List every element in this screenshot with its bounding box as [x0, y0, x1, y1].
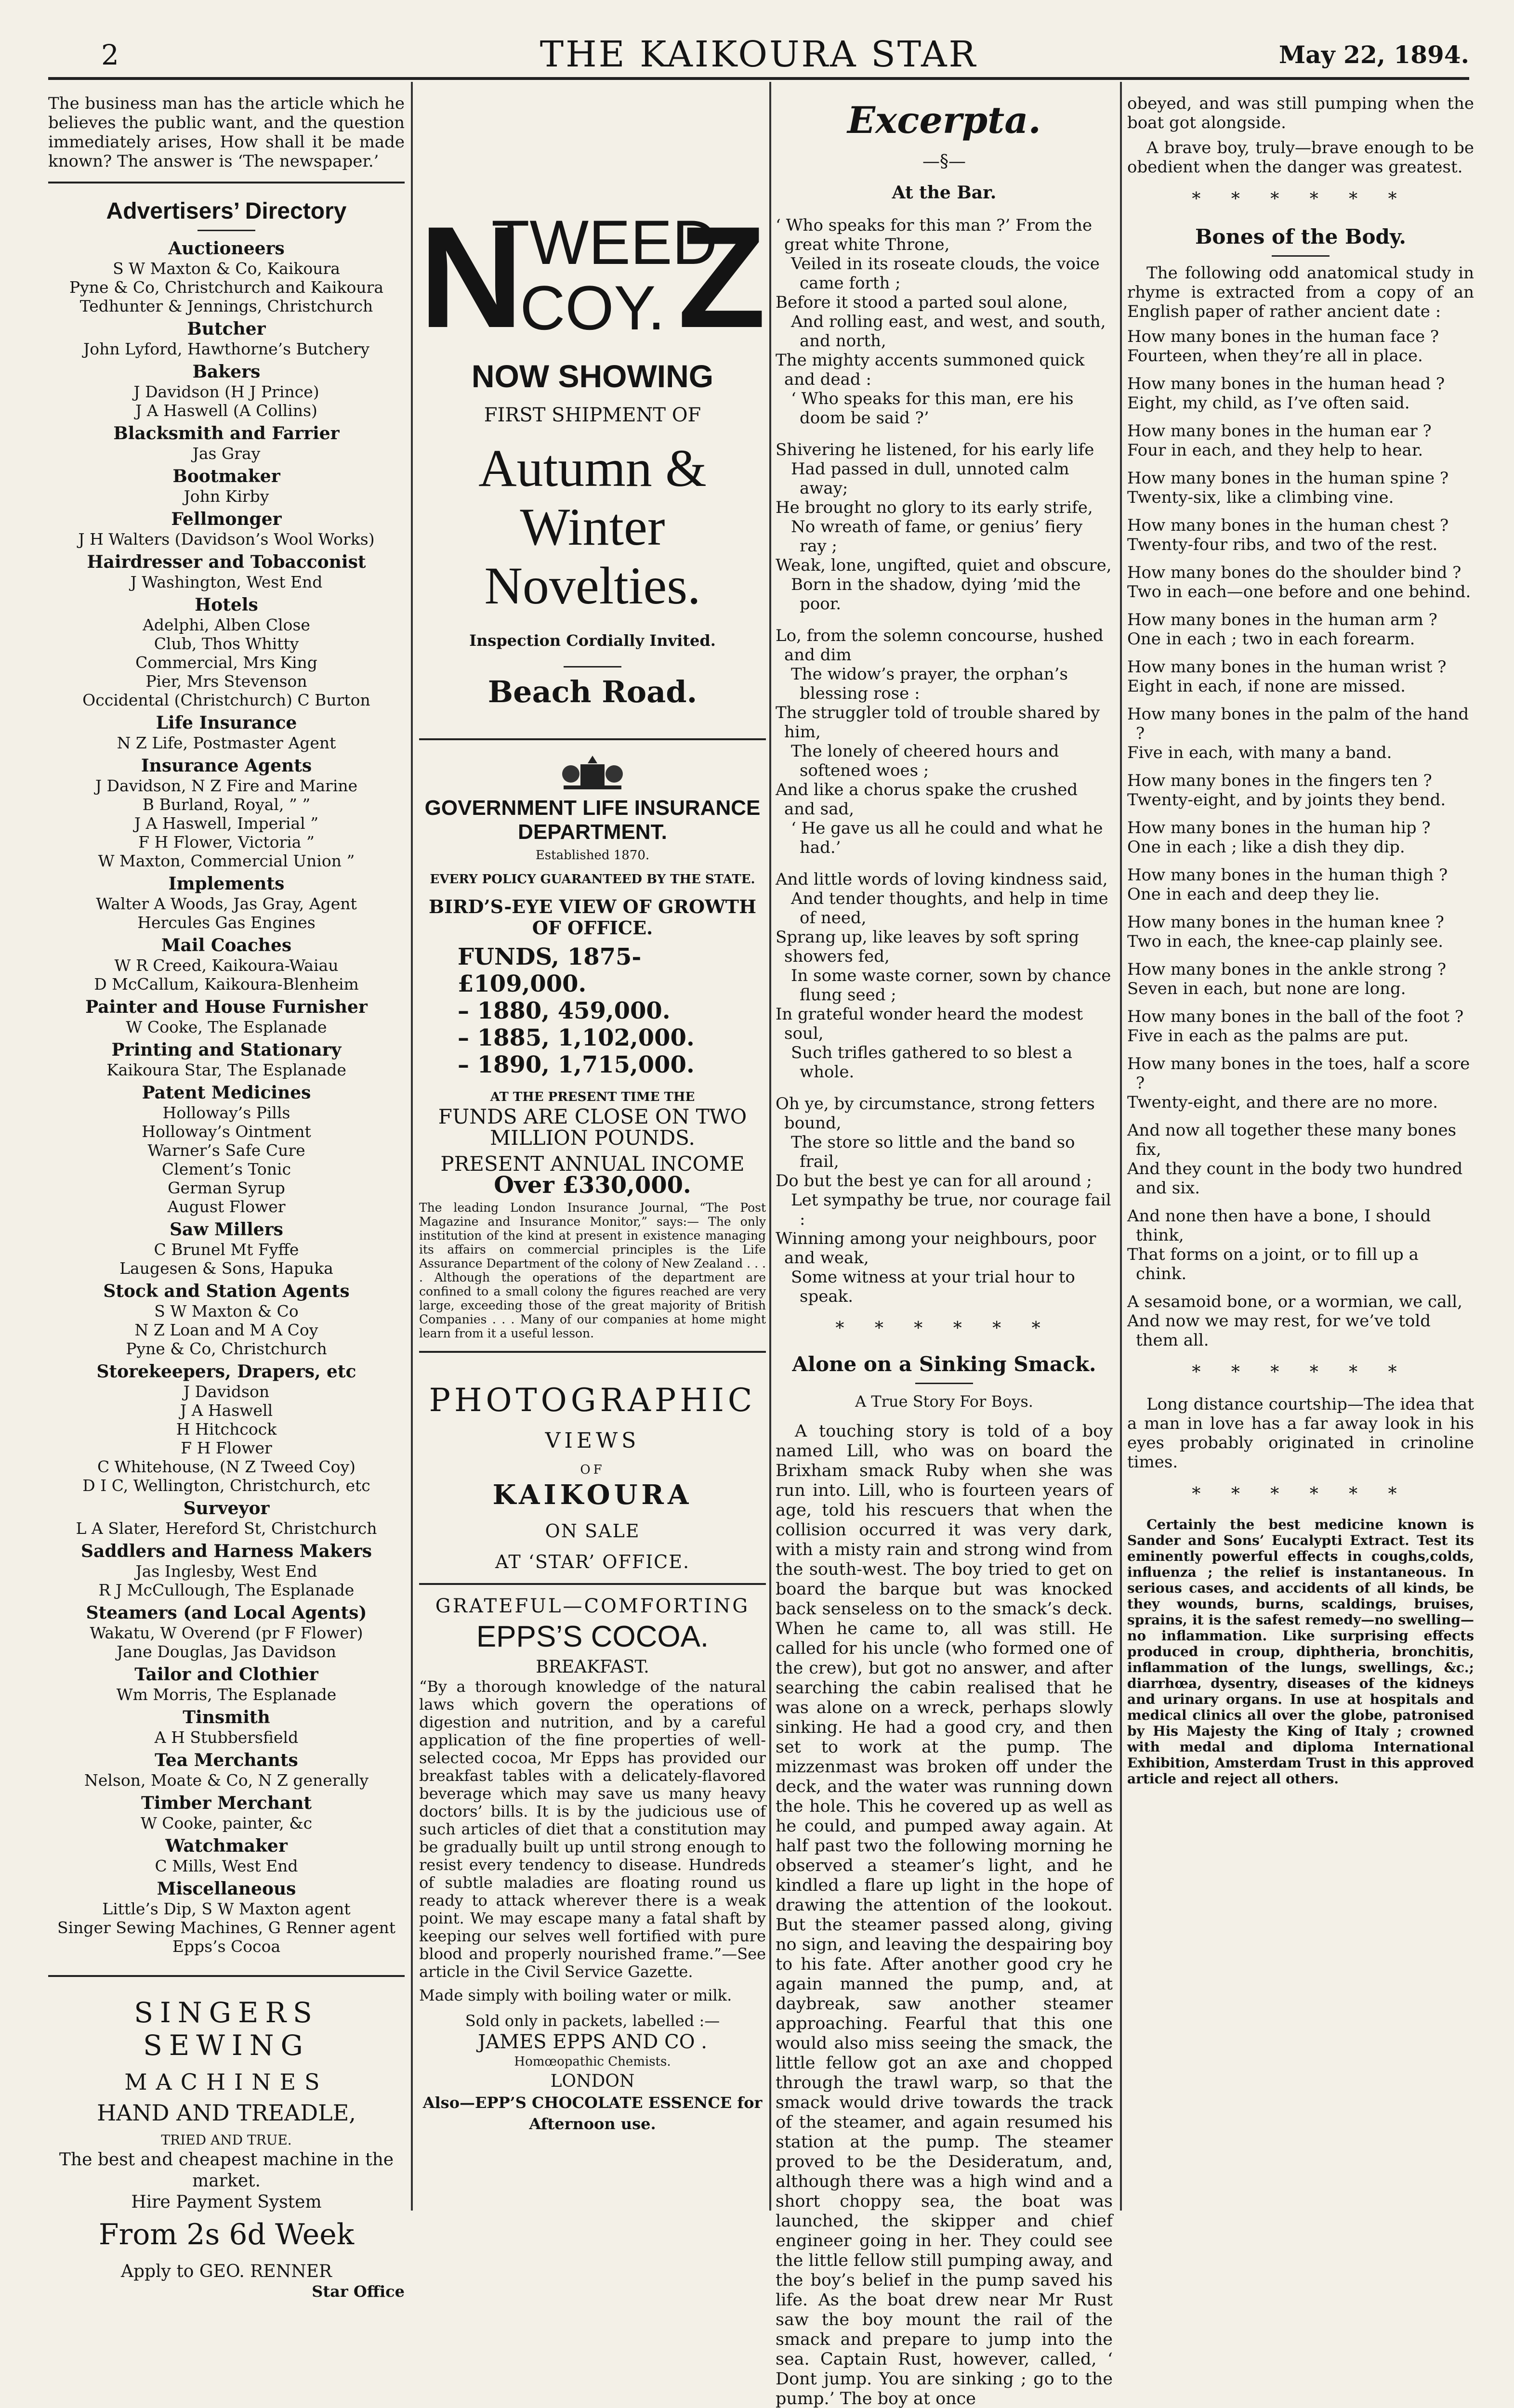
bones-intro: The following odd anatomical study in rhyme is extracted from a copy of an English paper of rather ancient date : — [1127, 263, 1474, 321]
poem-line: ‘ Who speaks for this man, ere his doom be said ?’ — [791, 389, 1074, 428]
divider — [419, 738, 766, 740]
directory-entry: N Z Loan and M A Coy — [134, 1321, 318, 1339]
directory-entry: Pyne & Co, Christchurch and Kaikoura — [69, 278, 384, 297]
story-subtitle: A True Story For Boys. — [855, 1392, 1033, 1411]
poem-line: The store so little and the band so frail, — [791, 1133, 1075, 1171]
directory-entry: Kaikoura Star, The Esplanade — [106, 1060, 346, 1079]
directory-entry: J Davidson, N Z Fire and Marine — [95, 776, 358, 795]
present-time: AT THE PRESENT TIME THE — [490, 1090, 695, 1104]
directory-entry: Holloway’s Pills — [162, 1103, 290, 1122]
directory-entry: F H Flower, Victoria ” — [138, 833, 315, 851]
directory-entry: Jas Inglesby, West End — [135, 1562, 317, 1581]
bones-question: How many bones in the human thigh ? — [1127, 865, 1448, 885]
directory-entry: W Cooke, The Esplanade — [126, 1018, 327, 1036]
bones-question: And now all together these many bones fix, — [1127, 1121, 1457, 1159]
bones-verse — [1127, 516, 1474, 554]
section-mark: —§— — [922, 152, 966, 171]
directory-entry: J A Haswell (A Collins) — [135, 401, 317, 420]
bones-answer: Twenty-eight, and by joints they bend. — [1127, 790, 1446, 810]
epps-chemists: Homœopathic Chemists. — [514, 2055, 671, 2069]
directory-entry: D I C, Wellington, Christchurch, etc — [82, 1476, 370, 1495]
directory-entry: Commercial, Mrs King — [135, 653, 317, 672]
story-title: Alone on a Sinking Smack. — [792, 1352, 1096, 1376]
bones-line: And now we may rest, for we’ve told them all. — [1127, 1311, 1431, 1350]
singer-office: Star Office — [312, 2282, 405, 2301]
bones-line: And none then have a bone, I should think, — [1127, 1206, 1431, 1245]
epps-essence: Also—EPP’S CHOCOLATE ESSENCE for Afternoon use. — [422, 2094, 763, 2133]
poem-stanza — [776, 1094, 1113, 1306]
directory-entry: C Brunel Mt Fyffe — [154, 1240, 299, 1259]
directory-entry: Holloway’s Ointment — [142, 1122, 311, 1141]
directory-heading: Fellmonger — [171, 509, 282, 529]
bones-verse — [1127, 1121, 1474, 1198]
column-1 — [48, 94, 405, 2301]
directory-entry: B Burland, Royal, ” ” — [142, 795, 311, 814]
bones-answer: One in each ; like a dish they dip. — [1127, 838, 1405, 857]
bones-verse — [1127, 960, 1474, 998]
bones-verse — [1127, 771, 1474, 810]
bones-verse — [1127, 1007, 1474, 1046]
poem-line: Such trifles gathered to so blest a whole. — [791, 1043, 1073, 1082]
singer-price: From 2s 6d Week — [98, 2218, 355, 2251]
poem-line: Veiled in its roseate clouds, the voice came forth ; — [791, 254, 1100, 293]
directory-entry: Hercules Gas Engines — [137, 913, 316, 932]
poem-line: Oh ye, by circumstance, strong fetters bound, — [776, 1094, 1095, 1133]
directory-heading: Watchmaker — [165, 1836, 288, 1856]
poem-line: And tender thoughts, and help in time of need, — [791, 889, 1108, 928]
story-continued: obeyed, and was still pumping when the boat got alongside. — [1127, 94, 1474, 132]
directory-entry: R J McCullough, The Esplanade — [98, 1581, 355, 1599]
beach-road: Beach Road. — [487, 674, 698, 709]
column-4 — [1127, 94, 1474, 1793]
bones-question: How many bones do the shoulder bind ? — [1127, 563, 1461, 582]
bones-question: How many bones in the human wrist ? — [1127, 657, 1447, 677]
stars-divider: * * * * * * — [1192, 1484, 1409, 1504]
directory-entry: Club, Thos Whitty — [154, 634, 299, 653]
directory-entry: D McCallum, Kaikoura-Blenheim — [94, 975, 359, 994]
annual-income: PRESENT ANNUAL INCOME — [440, 1152, 745, 1176]
column-3 — [776, 94, 1113, 2408]
directory-entry: John Kirby — [184, 487, 269, 506]
directory-heading: Timber Merchant — [141, 1793, 312, 1813]
bones-verse — [1127, 563, 1474, 602]
directory-entry: S W Maxton & Co, Kaikoura — [113, 259, 340, 278]
inspection-invited: Inspection Cordially Invited. — [469, 631, 716, 650]
directory-entry: Epps’s Cocoa — [172, 1937, 281, 1956]
directory-heading: Tea Merchants — [155, 1750, 298, 1770]
directory-entry: J A Haswell, Imperial ” — [134, 814, 319, 833]
issue-date: May 22, 1894. — [1278, 40, 1469, 69]
bones-title: Bones of the Body. — [1195, 225, 1407, 249]
bones-closing — [1127, 1206, 1474, 1350]
directory-entry: Occidental (Christchurch) C Burton — [82, 691, 370, 709]
intro-paragraph: The business man has the article which he believes the public want, and the question immediately arises, How shall it be made known? The answer is ‘The newspaper.’ — [48, 94, 405, 171]
bones-question: How many bones in the human hip ? — [1127, 818, 1431, 838]
bones-question: How many bones in the human head ? — [1127, 374, 1445, 393]
directory-entry: Wm Morris, The Esplanade — [116, 1685, 337, 1704]
birds-eye-view: BIRD’S-EYE VIEW OF GROWTH OF OFFICE. — [429, 896, 756, 939]
short-rule — [1272, 255, 1330, 257]
directory-entry: W Maxton, Commercial Union ” — [98, 851, 355, 870]
masthead — [48, 34, 1469, 77]
bones-question: How many bones in the ball of the foot ? — [1127, 1007, 1464, 1026]
poem-line: In grateful wonder heard the modest soul, — [776, 1005, 1083, 1043]
bones-question: How many bones in the human arm ? — [1127, 610, 1437, 629]
directory-heading: Miscellaneous — [157, 1879, 296, 1899]
on-sale: ON SALE — [545, 1520, 640, 1542]
poem-line: And rolling east, and west, and south, and north, — [791, 312, 1106, 351]
photographic-advert — [419, 1382, 766, 1572]
poem-line: The lonely of cheered hours and softened woes ; — [791, 742, 1059, 780]
singer-machines: MACHINES — [124, 2069, 329, 2095]
funds-entry: – 1880, 459,000. — [458, 997, 671, 1024]
nz-letter-z: Z — [677, 196, 766, 358]
directory-entry: W R Creed, Kaikoura-Waiau — [114, 956, 339, 975]
bones-verse — [1127, 374, 1474, 413]
courtship-note: Long distance courtship—The idea that a man in love has a far away look in his eyes probably originated in crinoline times. — [1127, 1395, 1474, 1472]
directory-heading: Hairdresser and Tobacconist — [87, 552, 366, 572]
directory-entry: J Davidson — [183, 1382, 270, 1401]
story-body: A touching story is told of a boy named Lill, who was on board the Brixham smack Ruby when she was run into. Lill, who is fourteen years of age, told his rescuers that when the collision occurred it was very dark, with a misty rain and strong wind from the south-west. The boy tried to get on board the barque but was knocked back senseless on to the smack’s deck. When he came to, all was still. He called for his uncle (who formed one of the crew), but got no answer, and after searching the cabin realised that he was alone on a wreck, perhaps slowly sinking. He had a good cry, and then set to work at the pump. The mizzenmast was broken off under the deck, and the water was running down the hole. This he covered up as well as he could, and pumped away again. At half past two the following morning he observed a steamer’s light, and he kindled a flare up light in the hope of drawing the attention of the lookout. But the steamer passed along, giving no sign, and leaving the despairing boy to his fate. After another good cry he again manned the pump, and, at daybreak, saw another steamer approaching. Fearful that this one would also miss seeing the smack, the little fellow got an axe and chopped through the trawl warp, so that the smack would drive towards the track of the steamer, and again resumed his station at the pump. The steamer proved to be the Desideratum, and, although there was a high wind and a short choppy sea, the boat was launched, the skipper and chief engineer going in her. They could see the little fellow still pumping away, and the boy’s belief in the pump saved his life. As the boat drew near Mr Rust saw the boy mount the rail of the smack and prepare to jump into the sea. Captain Rust, however, called, ‘ Dont jump. You are sinking ; go to the pump.’ The boy at once — [776, 1422, 1113, 2408]
directory-entry: German Syrup — [168, 1178, 285, 1197]
bones-question: How many bones in the ankle strong ? — [1127, 960, 1447, 979]
directory-entry: J Davidson (H J Prince) — [133, 382, 319, 401]
directory-entry: J H Walters (Davidson’s Wool Works) — [78, 530, 375, 549]
of-word: OF — [580, 1463, 605, 1477]
directory-heading: Surveyor — [183, 1498, 270, 1518]
directory-entry: Adelphi, Alben Close — [143, 615, 310, 634]
bones-line: That forms on a joint, or to fill up a chink. — [1127, 1245, 1419, 1283]
bones-question: How many bones in the human ear ? — [1127, 421, 1432, 441]
poem-line: And little words of loving kindness said, — [776, 870, 1108, 889]
short-rule — [915, 1383, 973, 1384]
directory-entry: C Mills, West End — [155, 1857, 298, 1875]
bones-verse — [1127, 469, 1474, 507]
bones-answer: One in each and deep they lie. — [1127, 885, 1380, 904]
poem-line: Let sympathy be true, nor courage fail : — [791, 1191, 1111, 1229]
bones-verse — [1127, 1054, 1474, 1112]
monitor-quote: The leading London Insurance Journal, “The Post Magazine and Insurance Monitor,” says:— The only institution of the kind at present in existence managing its affairs on commercial principles is the Life Assurance Department of the colony of New Zealand . . . . Although the operations of the department are confined to a small colony the figures reached are very large, exceeding those of the great majority of British Companies . . . Many of our companies at home might learn from it a useful lesson. — [419, 1201, 766, 1340]
bones-answer: Two in each, the knee-cap plainly see. — [1127, 932, 1444, 951]
poem-line: The mighty accents summoned quick and dead : — [776, 351, 1085, 389]
directory-heading: Painter and House Furnisher — [85, 997, 368, 1017]
column-divider-3 — [1120, 82, 1122, 2211]
column-divider-1 — [411, 82, 413, 2211]
poem-stanza — [776, 870, 1113, 1082]
brave-boy: A brave boy, truly—brave enough to be obedient when the danger was greatest. — [1127, 138, 1474, 177]
nz-tweed-advert — [419, 196, 766, 358]
epps-cocoa-advert — [419, 1596, 766, 2134]
directory-heading: Printing and Stationary — [111, 1040, 342, 1060]
poem-line: ‘ He gave us all he could and what he had.’ — [791, 819, 1103, 857]
directory-heading: Insurance Agents — [141, 756, 312, 776]
directory-heading: Saddlers and Harness Makers — [81, 1541, 372, 1561]
coy-word: COY. — [520, 273, 665, 343]
directory-entry: C Whitehouse, (N Z Tweed Coy) — [97, 1457, 356, 1476]
directory-entry: F H Flower — [181, 1439, 272, 1457]
singer-best: The best and cheapest machine in the market. — [59, 2150, 394, 2191]
coat-of-arms-icon — [554, 755, 631, 793]
divider — [419, 1583, 766, 1585]
masthead-rule — [48, 77, 1469, 80]
bones-answer: Fourteen, when they’re all in place. — [1127, 346, 1423, 366]
directory-heading: Butcher — [187, 319, 266, 339]
poem-line: Had passed in dull, unnoted calm away; — [791, 459, 1069, 498]
singer-hire: Hire Payment System — [131, 2192, 322, 2212]
divider — [419, 1351, 766, 1353]
excerpta-title: Excerpta. — [847, 99, 1041, 142]
established: Established 1870. — [535, 848, 650, 863]
star-office: AT ‘STAR’ OFFICE. — [495, 1551, 690, 1572]
nz-letter-n: N — [419, 196, 524, 358]
stars-divider: * * * * * * — [1192, 189, 1409, 209]
epps-body: “By a thorough knowledge of the natural laws which govern the operations of digestion and nutrition, and by a careful application of the fine properties of well-selected cocoa, Mr Epps has provided our breakfast tables with a delicately-flavored beverage which may save us many heavy doctors’ bills. It is by the judicious use of such articles of diet that a constitution may be gradually built up until strong enough to resist every tendency to disease. Hundreds of subtle maladies are floating round us ready to attack wherever there is a weak point. We may escape many a fatal shaft by keeping our selves well fortified with pure blood and properly nourished frame.”—See article in the Civil Service Gazette. — [419, 1677, 766, 1981]
bones-answer: Eight, my child, as I’ve often said. — [1127, 393, 1410, 413]
poem-stanza — [776, 440, 1113, 614]
bones-answer: And they count in the body two hundred and six. — [1127, 1159, 1463, 1198]
bones-answer: Four in each, and they help to hear. — [1127, 441, 1423, 460]
poem-line: And like a chorus spake the crushed and sad, — [776, 780, 1078, 819]
kaikoura-word: KAIKOURA — [492, 1479, 693, 1511]
nz-tweed-text — [491, 207, 718, 343]
bones-verse — [1127, 865, 1474, 904]
government-insurance-advert — [419, 755, 766, 1340]
directory-entry: Pyne & Co, Christchurch — [126, 1339, 327, 1358]
bones-answer: One in each ; two in each forearm. — [1127, 629, 1415, 649]
directory-heading: Auctioneers — [168, 238, 285, 259]
bones-answer: Two in each—one before and one behind. — [1127, 582, 1471, 602]
bones-rhyme — [1127, 327, 1474, 1198]
singer-hand-treadle: HAND AND TREADLE, — [97, 2100, 356, 2126]
directory-entry: Warner’s Safe Cure — [147, 1141, 305, 1160]
poem-line: ‘ Who speaks for this man ?’ From the great white Throne, — [776, 216, 1093, 254]
epps-company: JAMES EPPS AND CO . — [478, 2031, 707, 2053]
bones-verse — [1127, 657, 1474, 696]
tweed-word: TWEED — [491, 207, 718, 277]
directory-entry: John Lyford, Hawthorne’s Butchery — [83, 340, 370, 358]
policy-guarantee: EVERY POLICY GUARANTEED BY THE STATE. — [430, 872, 755, 887]
now-showing: NOW SHOWING — [471, 358, 714, 394]
poem-line: Winning among your neighbours, poor and weak, — [776, 1229, 1096, 1268]
poem-line: Do but the best ye can for all around ; — [776, 1171, 1092, 1191]
singer-tried: TRIED AND TRUE. — [161, 2132, 292, 2148]
directory-entry: Pier, Mrs Stevenson — [145, 672, 307, 691]
directory-entry: Walter A Woods, Jas Gray, Agent — [96, 894, 357, 913]
epps-made: Made simply with boiling water or milk. — [419, 1986, 732, 2004]
poem-at-the-bar — [776, 216, 1113, 1306]
bones-answer: Seven in each, but none are long. — [1127, 979, 1406, 998]
directory-entry: W Cooke, painter, &c — [140, 1814, 313, 1832]
directory-heading: Storekeepers, Drapers, etc — [96, 1361, 356, 1382]
directory-entry: J Washington, West End — [130, 573, 323, 591]
directory-entry: J A Haswell — [180, 1401, 273, 1420]
directory-entry: S W Maxton & Co — [154, 1302, 299, 1321]
directory-entry: H Hitchcock — [176, 1420, 277, 1439]
epps-cocoa-title: EPPS’S COCOA. — [476, 1620, 709, 1653]
eucalypti-advert: Certainly the best medicine known is Sander and Sons’ Eucalypti Extract. Test its eminently powerful effects in coughs,colds, influenza ; the relief is instantaneous. In serious cases, and accidents of all kinds, be they wounds, burns, scaldings, bruises, sprains, it is the safest remedy—no swelling—no inflammation. Like surprising effects produced in croup, diphtheria, bronchitis, inflammation of the lungs, swellings, &c.; diarrhœa, dysentry, diseases of the kidneys and urinary organs. In use at hospitals and medical clinics all over the globe, patronised by His Majesty the King of Italy ; crowned with medal and diploma International Exhibition, Amsterdam Trust in this approved article and reject all others. — [1127, 1517, 1474, 1787]
grateful-comforting: GRATEFUL—COMFORTING — [435, 1595, 750, 1617]
directory-heading: Tinsmith — [183, 1707, 270, 1727]
directory-heading: Bakers — [192, 362, 261, 382]
poem-line: Before it stood a parted soul alone, — [776, 293, 1068, 312]
poem-line: Born in the shadow, dying ’mid the poor. — [791, 575, 1081, 614]
first-shipment: FIRST SHIPMENT OF — [484, 404, 701, 426]
poem-title: At the Bar. — [892, 183, 997, 203]
directory-entry: Jas Gray — [192, 444, 261, 463]
directory-entry: Singer Sewing Machines, G Renner agent — [57, 1918, 395, 1937]
poem-line: Shivering he listened, for his early life — [776, 440, 1094, 459]
poem-line: Lo, from the solemn concourse, hushed and dim — [776, 626, 1104, 665]
bones-question: How many bones in the human knee ? — [1127, 913, 1444, 932]
directory-entry: Tedhunter & Jennings, Christchurch — [79, 297, 373, 315]
poem-stanza — [776, 626, 1113, 857]
directory-entry: L A Slater, Hereford St, Christchurch — [76, 1519, 377, 1538]
directory-entry: Jane Douglas, Jas Davidson — [117, 1642, 336, 1661]
bones-verse — [1127, 610, 1474, 649]
directory-heading: Tailor and Clothier — [134, 1664, 318, 1685]
insurance-title: GOVERNMENT LIFE INSURANCE DEPARTMENT. — [424, 796, 761, 844]
bones-answer: Five in each as the palms are put. — [1127, 1026, 1409, 1046]
bones-question: How many bones in the human chest ? — [1127, 516, 1449, 535]
epps-sold: Sold only in packets, labelled :— — [465, 2012, 720, 2030]
bones-answer: Twenty-six, like a climbing vine. — [1127, 488, 1394, 507]
directory-heading: Life Insurance — [156, 713, 297, 733]
poem-line: Weak, lone, ungifted, quiet and obscure, — [776, 556, 1112, 575]
bones-answer: Five in each, with many a band. — [1127, 743, 1392, 762]
page-number: 2 — [101, 39, 119, 71]
directory-heading: Blacksmith and Farrier — [113, 423, 340, 444]
directory-entry: Little’s Dip, S W Maxton agent — [102, 1899, 351, 1918]
directory-heading: Saw Millers — [170, 1219, 283, 1240]
stars-divider: * * * * * * — [1192, 1362, 1409, 1382]
short-rule — [197, 230, 255, 231]
novelties: Novelties. — [484, 556, 701, 615]
stars-divider: * * * * * * — [835, 1319, 1053, 1338]
divider — [48, 182, 405, 183]
column-divider-2 — [769, 82, 771, 2211]
bones-verse — [1127, 913, 1474, 951]
funds-entry: – 1885, 1,102,000. — [458, 1024, 695, 1051]
bones-answer: Eight in each, if none are missed. — [1127, 677, 1406, 696]
poem-line: The struggler told of trouble shared by him, — [776, 703, 1100, 742]
bones-verse — [1127, 705, 1474, 762]
directory-entry: Nelson, Moate & Co, N Z generally — [84, 1771, 369, 1790]
views: VIEWS — [545, 1428, 640, 1453]
singer-apply: Apply to GEO. RENNER — [120, 2262, 332, 2281]
directory-entry: Clement’s Tonic — [161, 1160, 291, 1178]
bones-answer: Twenty-four ribs, and two of the rest. — [1127, 535, 1438, 554]
epps-london: LONDON — [550, 2071, 635, 2091]
singer-title: SINGERS SEWING — [134, 1996, 319, 2062]
income-amount: Over £330,000. — [494, 1172, 691, 1199]
short-rule — [564, 666, 621, 667]
bones-verse — [1127, 327, 1474, 366]
bones-verse — [1127, 818, 1474, 857]
bones-question: How many bones in the palm of the hand ? — [1127, 705, 1469, 743]
directory-entry: A H Stubbersfield — [154, 1728, 299, 1747]
poem-line: Some witness at your trial hour to speak. — [791, 1268, 1075, 1306]
directory-heading: Patent Medicines — [142, 1083, 311, 1103]
poem-line: He brought no glory to its early strife, — [776, 498, 1093, 517]
funds-entry: FUNDS, 1875- £109,000. — [458, 943, 642, 997]
bones-question: How many bones in the toes, half a score ? — [1127, 1054, 1470, 1093]
directory-heading: Mail Coaches — [161, 935, 292, 955]
autumn-winter: Autumn & Winter — [478, 439, 707, 556]
directory-heading: Implements — [168, 874, 285, 894]
funds-close: FUNDS ARE CLOSE ON TWO MILLION POUNDS. — [438, 1105, 747, 1150]
bones-question: How many bones in the human spine ? — [1127, 469, 1449, 488]
photographic-title: PHOTOGRAPHIC — [429, 1382, 756, 1419]
column-2 — [419, 94, 766, 2134]
directory-entry: August Flower — [167, 1197, 286, 1216]
directory-heading: Steamers (and Local Agents) — [86, 1603, 367, 1623]
directory-entry: Wakatu, W Overend (pr F Flower) — [90, 1623, 363, 1642]
directory-heading: Bootmaker — [172, 466, 280, 486]
newspaper-title: THE KAIKOURA STAR — [540, 34, 978, 75]
directory-entry: N Z Life, Postmaster Agent — [117, 733, 336, 752]
bones-line: A sesamoid bone, or a wormian, we call, — [1127, 1292, 1462, 1311]
breakfast: BREAKFAST. — [536, 1657, 649, 1677]
directory-title: Advertisers’ Directory — [106, 198, 347, 224]
poem-line: In some waste corner, sown by chance flung seed ; — [791, 966, 1111, 1005]
directory-heading: Hotels — [195, 595, 258, 615]
directory-entry: Laugesen & Sons, Hapuka — [119, 1259, 333, 1278]
divider — [48, 1975, 405, 1977]
bones-question: How many bones in the fingers ten ? — [1127, 771, 1432, 790]
advertisers-directory — [48, 238, 405, 1956]
poem-line: No wreath of fame, or genius’ fiery ray ; — [791, 517, 1083, 556]
funds-list — [419, 943, 766, 1078]
poem-line: The widow’s prayer, the orphan’s blessing rose : — [791, 665, 1068, 703]
poem-stanza — [776, 216, 1113, 428]
directory-heading: Stock and Station Agents — [103, 1281, 350, 1301]
bones-verse — [1127, 421, 1474, 460]
bones-answer: Twenty-eight, and there are no more. — [1127, 1093, 1438, 1112]
funds-entry: – 1890, 1,715,000. — [458, 1051, 695, 1078]
singer-advert — [48, 1996, 405, 2301]
bones-question: How many bones in the human face ? — [1127, 327, 1439, 346]
poem-line: Sprang up, like leaves by soft spring showers fed, — [776, 928, 1080, 966]
